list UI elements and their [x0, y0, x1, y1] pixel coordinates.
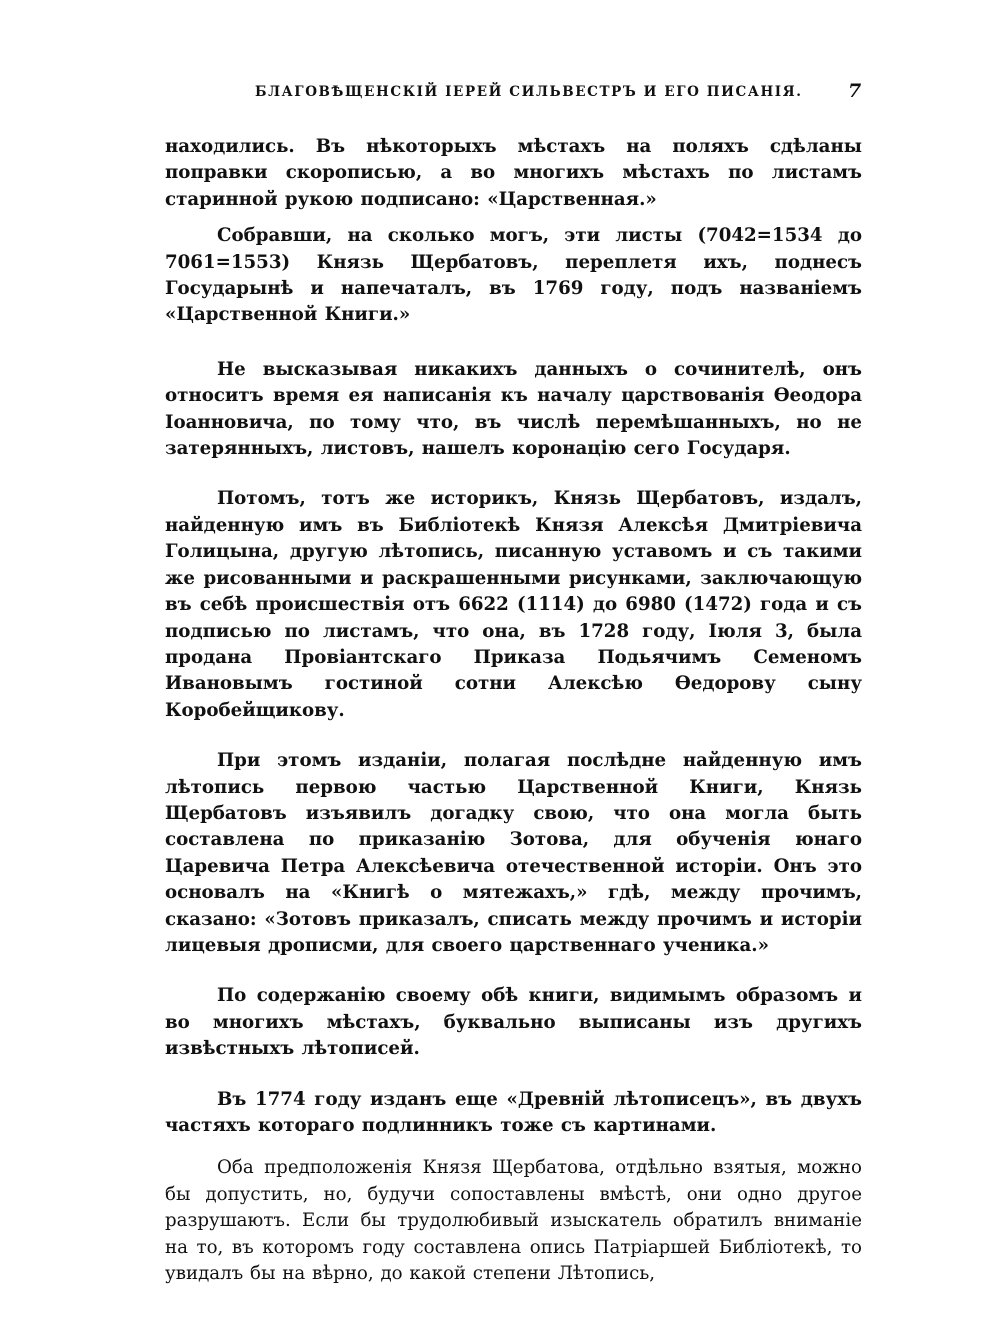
- body-text: [165, 134, 862, 1287]
- paragraph-7: Въ 1774 году изданъ еще «Древній лѣтописецъ», въ двухъ частяхъ котораго подлинникъ тоже съ картинами.: [165, 1088, 862, 1136]
- page-number: 7: [848, 80, 862, 102]
- paragraph-5: При этомъ изданіи, полагая послѣдне найденную имъ лѣтопись первою частью Царственной Книги, Князь Щербатовъ изъявилъ догадку свою, что она могла быть составлена по приказанію Зотова, для обученія юнаго Царевича Петра Алексѣевича отечественной исторіи. Онъ это основалъ на «Книгѣ о мятежахъ,» гдѣ, между прочимъ, сказано: «Зотовъ приказалъ, списать между прочимъ и исторіи лицевыя дрописми, для своего царственнаго ученика.»: [165, 750, 862, 956]
- running-head-title: БЛАГОВѢЩЕНСКІЙ ІЕРЕЙ СИЛЬВЕСТРЪ И ЕГО ПИСАНІЯ.: [255, 84, 803, 100]
- paragraph-8: Оба предположенія Князя Щербатова, отдѣльно взятыя, можно бы допустить, но, будучи сопоставлены вмѣстѣ, они одно другое разрушаютъ. Если бы трудолюбивый изыскатель обратилъ вниманіе на то, въ которомъ году составлена опись Патріаршей Библіотекѣ, то увидалъ бы на вѣрно, до какой степени Лѣтопись,: [165, 1157, 862, 1285]
- paragraph-6: По содержанію своему обѣ книги, видимымъ образомъ и во многихъ мѣстахъ, буквально выписаны изъ другихъ извѣстныхъ лѣтописей.: [165, 985, 862, 1060]
- paragraph-3: Не высказывая никакихъ данныхъ о сочинителѣ, онъ относитъ время ея написанія къ началу царствованія Ѳеодора Іоанновича, по тому что, въ числѣ перемѣшанныхъ, но не затерянныхъ, листовъ, нашелъ коронацію сего Государя.: [165, 358, 862, 460]
- paragraph-1: находились. Въ нѣкоторыхъ мѣстахъ на поляхъ сдѣланы поправки скорописью, а во многихъ мѣстахъ по листамъ старинной рукою подписано: «Царственная.»: [165, 136, 862, 210]
- paragraph-2: Собравши, на сколько могъ, эти листы (7042=1534 до 7061=1553) Князь Щербатовъ, переплетя ихъ, поднесъ Государынѣ и напечаталъ, въ 1769 году, подъ названіемъ «Царственной Книги.»: [165, 225, 862, 326]
- paragraph-4: Потомъ, тотъ же историкъ, Князь Щербатовъ, издалъ, найденную имъ въ Библіотекѣ Князя Алексѣя Дмитріевича Голицына, другую лѣтопись, писанную уставомъ и съ такими же рисованными и раскрашенными рисунками, заключающую въ себѣ происшествія отъ 6622 (1114) до 6980 (1472) года и съ подписью по листамъ, что она, въ 1728 году, Іюля 3, была продана Провіантскаго Приказа Подьячимъ Семеномъ Ивановымъ гостиной сотни Алексѣю Ѳедорову сыну Коробейщикову.: [165, 488, 862, 721]
